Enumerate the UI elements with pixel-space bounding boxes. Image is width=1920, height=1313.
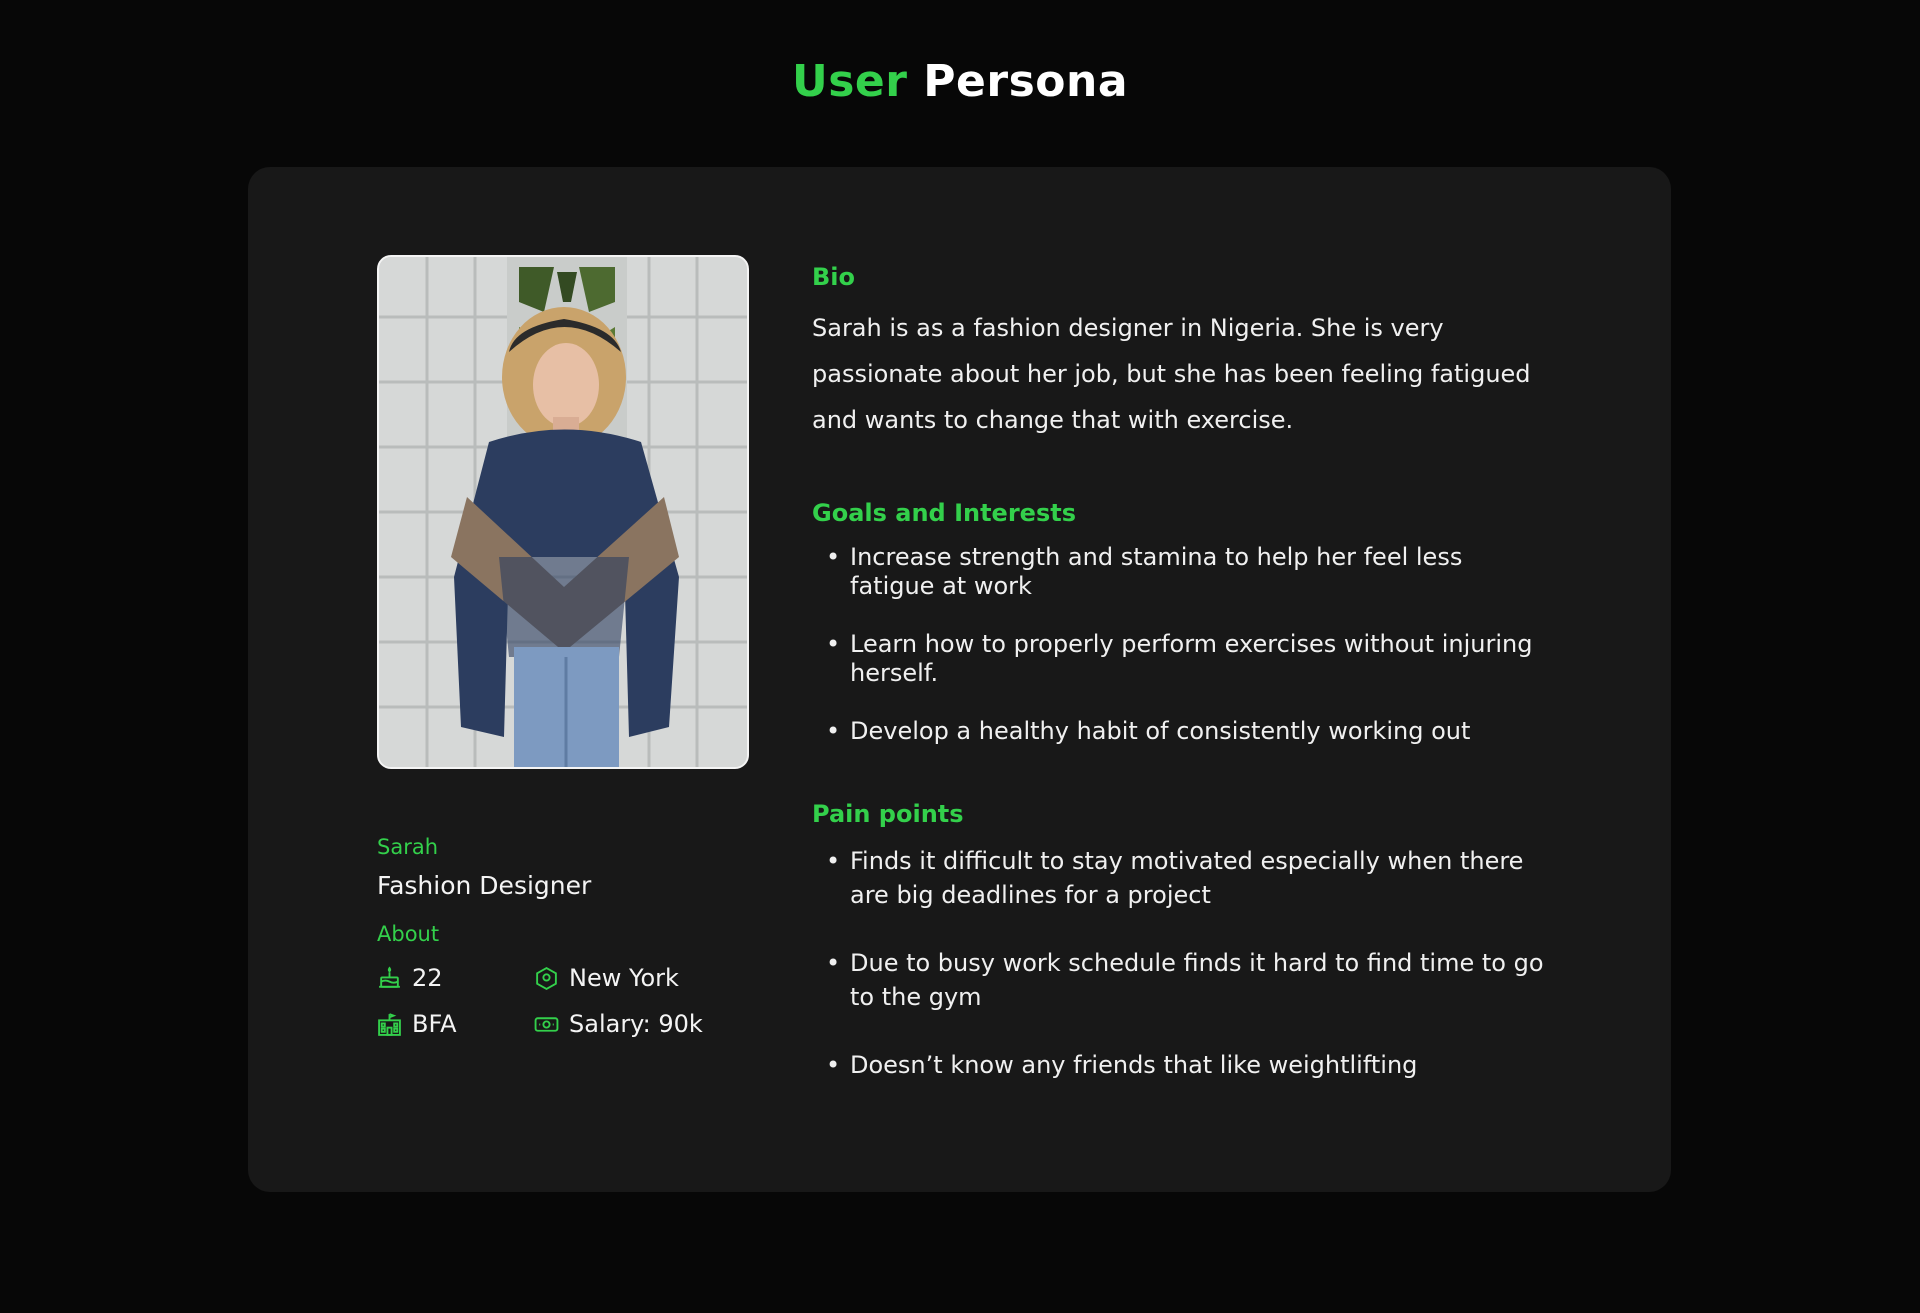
pain-point-item: • Doesn’t know any friends that like weightlifting (812, 1048, 1550, 1082)
school-icon (377, 1012, 402, 1037)
goals-list (812, 543, 1572, 746)
fact-age-value: 22 (412, 964, 443, 992)
person-role: Fashion Designer (377, 871, 592, 900)
person-name: Sarah (377, 835, 439, 859)
goal-item: • Increase strength and stamina to help her feel less fatigue at work (812, 543, 1550, 601)
profile-identity (377, 835, 777, 1038)
fact-age (377, 964, 534, 992)
fact-salary (534, 1010, 734, 1038)
about-label: About (377, 922, 440, 946)
pain-point-item: • Due to busy work schedule finds it hard to find time to go to the gym (812, 946, 1550, 1014)
pain-points-list (812, 844, 1572, 1082)
persona-card (248, 167, 1671, 1192)
title-rest-word: Persona (923, 56, 1129, 107)
person-photo-illustration (379, 257, 747, 767)
goal-item: • Develop a healthy habit of consistently working out (812, 717, 1550, 746)
pain-point-item: • Finds it difficult to stay motivated especially when there are big deadlines for a project (812, 844, 1550, 912)
bio-heading: Bio (812, 263, 856, 291)
page-title (0, 56, 1920, 107)
fact-salary-value: Salary: 90k (569, 1010, 703, 1038)
persona-details (812, 263, 1572, 1116)
bio-text: Sarah is as a fashion designer in Nigeria. She is very passionate about her job, but she has been feeling fatigued and wants to change that with exercise. (812, 314, 1531, 434)
birthday-cake-icon (377, 966, 402, 991)
goals-heading: Goals and Interests (812, 499, 1076, 527)
title-accent-word: User (791, 56, 908, 107)
fact-education-value: BFA (412, 1010, 457, 1038)
fact-location (534, 964, 734, 992)
money-icon (534, 1012, 559, 1037)
about-facts (377, 964, 777, 1038)
location-pin-icon (534, 966, 559, 991)
fact-education (377, 1010, 534, 1038)
pain-points-heading: Pain points (812, 800, 964, 828)
goal-item: • Learn how to properly perform exercises without injuring herself. (812, 630, 1550, 688)
fact-location-value: New York (569, 964, 679, 992)
profile-photo (377, 255, 749, 769)
